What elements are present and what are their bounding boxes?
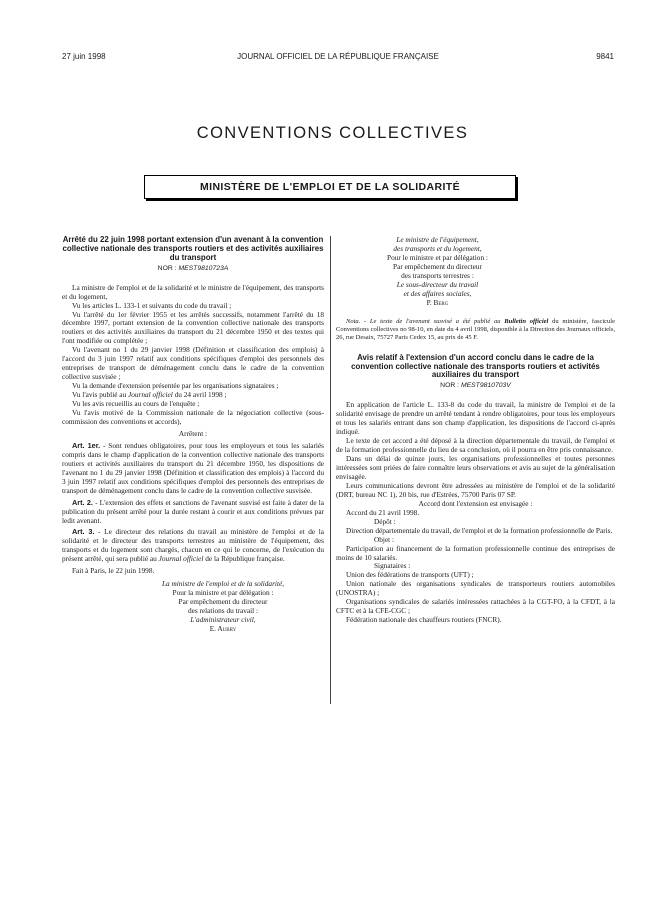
signature-line: La ministre de l'emploi et de la solidarité, xyxy=(161,579,285,589)
right-column xyxy=(336,236,615,625)
notice-para: Leurs communications devront être adressées au ministère de l'emploi et de la solidarité (DRT, bureau NC 1), 20 bis, rue d'Estrées, 75700 Paris 07 SP. xyxy=(336,480,615,499)
notice-nor xyxy=(336,382,615,391)
signature-line: Par empêchement du directeur xyxy=(178,597,268,607)
notice-heading: Accord dont l'extension est envisagée : xyxy=(418,498,533,508)
signature-line: Pour la ministre et par délégation : xyxy=(172,588,274,598)
signature-block xyxy=(336,236,615,308)
article-text: - Le directeur des relations du travail au ministère de l'emploi et de la solidarité et le directeur des transports terrestres au ministère de l'équipement, des transports et du logement sont chargés, chacun en ce qui le concerne, de l'exécution du présent arrêté, qui sera publié au xyxy=(62,527,324,564)
nor-label: NOR : xyxy=(440,382,461,390)
journal-name: Journal officiel xyxy=(128,390,173,400)
signature-line: Pour le ministre et par délégation : xyxy=(387,252,488,262)
notice-title: Avis relatif à l'extension d'un accord conclu dans le cadre de la convention collective nationale des transports routiers et activités auxiliaires du transport xyxy=(351,352,600,380)
left-column xyxy=(62,236,324,634)
header-journal-title: JOURNAL OFFICIEL DE LA RÉPUBLIQUE FRANÇAISE xyxy=(237,52,439,61)
signature-block xyxy=(62,580,324,634)
spacer xyxy=(336,342,615,354)
decree-arretent: Arrêtent : xyxy=(178,428,208,438)
nota-note xyxy=(336,318,615,342)
article-label: Art. 1er. xyxy=(72,440,101,450)
decree-para: Vu l'avis motivé de la Commission nationale de la négociation collective (sous-commission des conventions et accords), xyxy=(62,408,324,426)
article-3 xyxy=(62,528,324,564)
notice-para: Fédération nationale des chauffeurs routiers (FNCR). xyxy=(346,615,502,625)
notice-heading: Signataires : xyxy=(374,561,411,571)
decree-para: Vu l'avenant no 1 du 29 janvier 1998 (Définition et classification des emplois) à l'accord du 3 juin 1997 relatif aux conditions spécifiques d'emploi des personnels des entreprises de transport de déménagement conclu dans le cadre de la convention collective susvisée ; xyxy=(62,345,324,382)
decree-title: Arrêté du 22 juin 1998 portant extension d'un avenant à la convention collective nationale des transports routiers et des activités auxiliaires du transport xyxy=(62,235,324,262)
header-date: 27 juin 1998 xyxy=(62,52,106,61)
notice-para: En application de l'article L. 133-8 du code du travail, la ministre de l'emploi et de la solidarité envisage de prendre un arrêté tendant à rendre obligatoires, pour tous les employeurs et tous les salariés entrant dans son champ d'application, les dispositions de l'accord ci-après indiqué. xyxy=(336,400,615,437)
decree-para: La ministre de l'emploi et de la solidarité et le ministre de l'équipement, des transports et du logement, xyxy=(62,282,324,301)
header-page-number: 9841 xyxy=(596,52,614,61)
notice-heading: Objet : xyxy=(374,534,395,544)
article-2 xyxy=(62,499,324,526)
notice-para: Organisations syndicales de salariés intéressées rattachées à la CGT-FO, à la CFDT, à la CFTC et à la CFE-CGC ; xyxy=(336,597,615,616)
notice-para: Le texte de cet accord a été déposé à la direction départementale du travail, de l'emploi et de la formation professionnelle du lieu de sa conclusion, où il pourra en être pris connaissance. xyxy=(336,436,615,455)
section-title: CONVENTIONS COLLECTIVES xyxy=(196,124,469,142)
signatory-name: P. Berg xyxy=(426,297,449,307)
decree-text: du 24 avril 1998 ; xyxy=(172,390,227,400)
signatory-name: E. Aubry xyxy=(209,623,237,633)
ministry-box xyxy=(144,175,516,199)
page-header xyxy=(62,52,614,64)
journal-name: Journal officiel xyxy=(158,554,204,564)
article-text: de la République française. xyxy=(203,554,285,564)
decree-nor xyxy=(62,265,324,274)
notice-para: Direction départementale du travail, de l'emploi et de la formation professionnelle de Paris. xyxy=(346,525,613,535)
decree-para: Vu l'arrêté du 1er février 1955 et les arrêtés successifs, notamment l'arrêté du 18 décembre 1997, portant extension de la convention collective nationale des transports routiers et des activités auxiliaires du transport du 21 décembre 1950 et des textes qui l'ont modifiée ou complétée ; xyxy=(62,309,324,346)
notice-heading: Dépôt : xyxy=(374,516,396,526)
signature-line: Le ministre de l'équipement, xyxy=(396,235,479,244)
bulletin-name: Bulletin officiel xyxy=(504,317,549,325)
ministry-name: MINISTÈRE DE L'EMPLOI ET DE LA SOLIDARITÉ xyxy=(199,181,461,193)
decree-para: Vu la demande d'extension présentée par les organisations signataires ; xyxy=(72,381,279,391)
notice-para: Dans un délai de quinze jours, les organisations professionnelles et toutes personnes intéressées sont priées de faire connaître leurs observations et avis au sujet de la généralisation envisagée. xyxy=(336,454,615,481)
notice-para: Union nationale des organisations syndicales de transporteurs routiers automobiles (UNOSTRA) ; xyxy=(336,579,615,598)
signature-line: des relations du travail : xyxy=(187,606,259,616)
notice-para: Union des fédérations de transports (UFT) ; xyxy=(346,570,474,580)
article-label: Art. 3. xyxy=(72,527,95,537)
signature-line: Le sous-directeur du travail xyxy=(396,279,479,289)
column-divider xyxy=(330,236,331,704)
signature-line: des transports terrestres : xyxy=(401,270,474,280)
signature-line: et des affaires sociales, xyxy=(403,288,472,298)
signature-line: L'administrateur civil, xyxy=(190,615,256,625)
notice-para: Participation au financement de la formation professionnelle continue des entreprises de moins de 10 salariés. xyxy=(336,543,615,562)
note-text: Nota. - Le texte de l'avenant susvisé a été publié au xyxy=(346,317,505,325)
article-text: - L'extension des effets et sanctions de l'avenant susvisé est faite à dater de la publication du présent arrêté pour la durée restant à courir et aux conditions prévues par ledit avenant. xyxy=(62,497,324,525)
note-text: du ministère, fascicule Conventions collectives no 98-10, en date du 4 avril 1998, disponible à la Direction des Journaux officiels, 26, rue Desaix, 75727 Paris Cedex 15, au prix de 45 F. xyxy=(336,317,615,341)
nor-id: MEST9810703V xyxy=(460,382,511,390)
article-text: - Sont rendues obligatoires, pour tous les employeurs et tous les salariés compris dans le champ d'application de la convention collective nationale des transports routiers et activités auxiliaires du transport du 21 décembre 1950, les dispositions de l'avenant no 1 du 29 janvier 1998 (Définition et classification des emplois) à l'accord du 3 juin 1997 relatif aux conditions spécifiques d'emploi des personnels des entreprises de transport de déménagement conclu dans le cadre de la convention collective susvisée. xyxy=(62,440,324,495)
nor-label: NOR : xyxy=(157,264,179,272)
signature-line: Par empêchement du directeur xyxy=(393,261,482,271)
decree-para: Vu les avis recueillis au cours de l'enquête ; xyxy=(72,399,200,409)
article-1 xyxy=(62,442,324,496)
decree-text: Vu l'avis publié au xyxy=(72,390,128,400)
signature-line: des transports et du logement, xyxy=(393,243,482,253)
article-label: Art. 2. xyxy=(72,497,93,507)
nor-id: MEST9810723A xyxy=(178,264,229,272)
decree-done-at: Fait à Paris, le 22 juin 1998. xyxy=(72,566,155,576)
decree-para: Vu les articles L. 133-1 et suivants du code du travail ; xyxy=(72,300,232,310)
notice-para: Accord du 21 avril 1998. xyxy=(346,507,420,517)
